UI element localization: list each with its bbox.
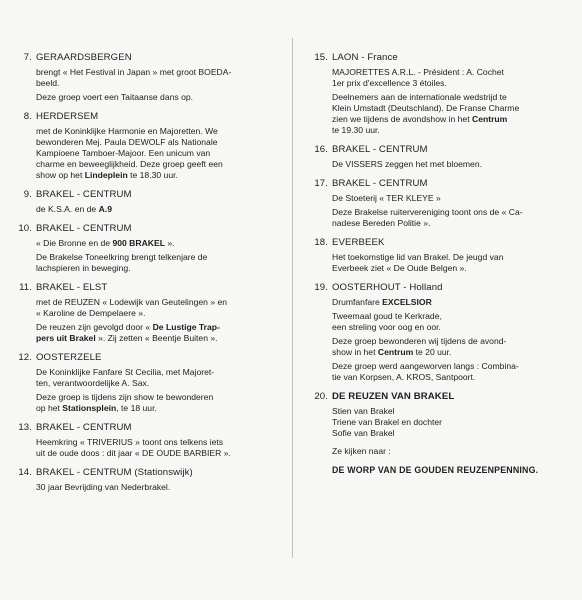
giant-name: Stien van Brakel: [332, 406, 395, 416]
text-line: met de Koninklijke Harmonie en Majoretten. We: [36, 126, 218, 136]
entry-header: [10, 111, 282, 123]
entry-title: BRAKEL - ELST: [36, 282, 108, 293]
entry-header: [10, 422, 282, 434]
entry-paragraph: [36, 238, 282, 249]
program-entry: [306, 52, 574, 136]
entry-title: BRAKEL - CENTRUM: [332, 144, 428, 155]
entry-header: [306, 237, 574, 249]
program-entry: [306, 391, 574, 475]
entry-paragraph: [36, 204, 282, 215]
text-line: Het toekomstige lid van Brakel. De jeugd van: [332, 252, 504, 262]
left-column: [10, 52, 282, 501]
entry-number: 7.: [23, 52, 32, 63]
text-line: pers uit Brakel ». Zij zetten « Beentje Buiten ».: [36, 333, 218, 343]
text-line: « Karoline de Dempelaere ».: [36, 308, 146, 318]
watch-note: Ze kijken naar :: [332, 446, 391, 456]
entry-number: 11.: [19, 282, 32, 293]
entry-paragraph: [332, 159, 574, 170]
text-line: 30 jaar Bevrijding van Nederbrakel.: [36, 482, 171, 492]
text-line: De Stoeterij « TER KLEYE »: [332, 193, 441, 203]
text-line: de K.S.A. en de A.9: [36, 204, 112, 214]
entry-body: [332, 193, 574, 229]
program-entry: [10, 352, 282, 414]
entry-header: [10, 223, 282, 235]
column-divider: [292, 38, 293, 558]
text-line: met de REUZEN « Lodewijk van Geutelingen » en: [36, 297, 228, 307]
program-entry: [306, 178, 574, 229]
text-line: MAJORETTES A.R.L. - Président : A. Cochet: [332, 67, 504, 77]
entry-number: 10.: [18, 223, 32, 234]
entry-number: 8.: [23, 111, 32, 122]
entry-paragraph: [36, 392, 282, 414]
entry-number: 16.: [314, 144, 328, 155]
text-line: Klein Umstadt (Deutschland). De Franse Charme: [332, 103, 520, 113]
program-entry: [306, 282, 574, 383]
entry-title: BRAKEL - CENTRUM: [36, 422, 132, 433]
text-line: Everbeek ziet « De Oude Belgen ».: [332, 263, 467, 273]
text-line: « Die Bronne en de 900 BRAKEL ».: [36, 238, 175, 248]
entry-header: [306, 391, 574, 403]
entry-paragraph: [332, 297, 574, 308]
entry-title: OOSTERZELE: [36, 352, 102, 363]
text-line: Deze groep voert een Taitaanse dans op.: [36, 92, 194, 102]
entry-body: [36, 238, 282, 274]
entry-header: [10, 52, 282, 64]
program-entry: [10, 111, 282, 181]
entry-body: [332, 252, 574, 274]
text-line: Deelnemers aan de internationale wedstrijd te: [332, 92, 507, 102]
text-line: nadese Bereden Politie ».: [332, 218, 431, 228]
entry-title: GERAARDSBERGEN: [36, 52, 132, 63]
entry-number: 14.: [18, 467, 32, 478]
entry-paragraph: [332, 336, 574, 358]
entry-header: [306, 178, 574, 190]
entry-body: [36, 297, 282, 344]
program-entry: [306, 144, 574, 170]
entry-paragraph: [36, 322, 282, 344]
entry-title: BRAKEL - CENTRUM (Stationswijk): [36, 467, 193, 478]
entry-header: [10, 467, 282, 479]
entry-paragraph: [332, 193, 574, 204]
entry-paragraph: [36, 482, 282, 493]
program-entry: [10, 422, 282, 459]
entry-header: [10, 352, 282, 364]
giant-name: Sofie van Brakel: [332, 428, 395, 438]
text-line: De VISSERS zeggen het met bloemen.: [332, 159, 482, 169]
program-entry: [306, 237, 574, 274]
entry-paragraph: [36, 92, 282, 103]
text-line: show in het Centrum te 20 uur.: [332, 347, 452, 357]
entry-body: [332, 297, 574, 383]
text-line: Deze groep bewonderen wij tijdens de avond-: [332, 336, 507, 346]
text-line: te 19.30 uur.: [332, 125, 380, 135]
entry-body: [36, 67, 282, 103]
text-line: tie van Korpsen, A. KROS, Santpoort.: [332, 372, 476, 382]
text-line: lachspieren in beweging.: [36, 263, 131, 273]
closing-event: DE WORP VAN DE GOUDEN REUZENPENNING.: [332, 465, 539, 475]
entry-title: EVERBEEK: [332, 237, 385, 248]
text-line: Drumfanfare EXCELSIOR: [332, 297, 432, 307]
text-line: De reuzen zijn gevolgd door « De Lustige Trap-: [36, 322, 220, 332]
text-line: show op het Lindeplein te 18.30 uur.: [36, 170, 178, 180]
entry-body: [332, 159, 574, 170]
entry-paragraph: [36, 297, 282, 319]
text-line: 1er prix d'excellence 3 étoiles.: [332, 78, 447, 88]
entry-header: [10, 282, 282, 294]
text-line: zien we tijdens de avondshow in het Centrum: [332, 114, 508, 124]
entry-number: 9.: [23, 189, 32, 200]
entry-paragraph: [332, 67, 574, 89]
text-line: uit de oude doos : dit jaar « DE OUDE BARBIER ».: [36, 448, 231, 458]
text-line: De Koninklijke Fanfare St Cecilia, met Majoret-: [36, 367, 215, 377]
program-entry: [10, 223, 282, 274]
entry-number: 17.: [314, 178, 328, 189]
entry-body: [36, 482, 282, 493]
entry-paragraph: [332, 92, 574, 136]
program-entry: [10, 189, 282, 215]
entry-body: [332, 67, 574, 136]
entry-paragraph: [36, 367, 282, 389]
entry-paragraph: [332, 252, 574, 274]
entry-body: [36, 367, 282, 414]
entry-header: [306, 282, 574, 294]
entry-body: [36, 204, 282, 215]
entry-paragraph: [36, 437, 282, 459]
text-line: Deze groep werd aangeworven langs : Combina-: [332, 361, 519, 371]
entry-paragraph: [332, 207, 574, 229]
text-line: ten, verantwoordelijke A. Sax.: [36, 378, 150, 388]
text-line: Deze Brakelse ruitervereniging toont ons de « Ca-: [332, 207, 523, 217]
entry-paragraph: [332, 361, 574, 383]
text-line: Deze groep is tijdens zijn show te bewonderen: [36, 392, 214, 402]
program-entry: [10, 282, 282, 344]
entry-title: HERDERSEM: [36, 111, 99, 122]
entry-number: 20.: [314, 391, 328, 402]
entry-paragraph: [36, 67, 282, 89]
text-line: brengt « Het Festival in Japan » met groot BOEDA-: [36, 67, 232, 77]
giant-name: Triene van Brakel en dochter: [332, 417, 443, 427]
entry-number: 15.: [314, 52, 328, 63]
text-line: een streling voor oog en oor.: [332, 322, 441, 332]
entry-body: [36, 437, 282, 459]
entry-number: 12.: [18, 352, 32, 363]
entry-title: BRAKEL - CENTRUM: [36, 189, 132, 200]
program-entry: [10, 467, 282, 493]
text-line: Tweemaal goud te Kerkrade,: [332, 311, 442, 321]
entry-title: BRAKEL - CENTRUM: [36, 223, 132, 234]
entry-title: DE REUZEN VAN BRAKEL: [332, 391, 455, 402]
entry-paragraph: [332, 311, 574, 333]
text-line: charme en beweeglijkheid. Deze groep geeft een: [36, 159, 223, 169]
entry-number: 13.: [18, 422, 32, 433]
text-line: beeld.: [36, 78, 60, 88]
text-line: bewonderen Mej. Paula DEWOLF als Nationale: [36, 137, 218, 147]
right-column: [306, 52, 574, 483]
entry-body: [36, 126, 282, 181]
text-line: op het Stationsplein, te 18 uur.: [36, 403, 157, 413]
entry-title: LAON - France: [332, 52, 398, 63]
text-line: Heemkring « TRIVERIUS » toont ons telkens iets: [36, 437, 224, 447]
entry-title: OOSTERHOUT - Holland: [332, 282, 443, 293]
entry-title: BRAKEL - CENTRUM: [332, 178, 428, 189]
text-line: De Brakelse Toneelkring brengt telkenjare de: [36, 252, 208, 262]
entry-paragraph: [36, 252, 282, 274]
entry-number: 18.: [314, 237, 328, 248]
entry-header: [306, 52, 574, 64]
text-line: Kampioene Tamboer-Majoor. Een unicum van: [36, 148, 211, 158]
entry-number: 19.: [314, 282, 328, 293]
entry-paragraph: [36, 126, 282, 181]
giant-names: [332, 406, 574, 439]
entry-header: [10, 189, 282, 201]
program-entry: [10, 52, 282, 103]
entry-header: [306, 144, 574, 156]
